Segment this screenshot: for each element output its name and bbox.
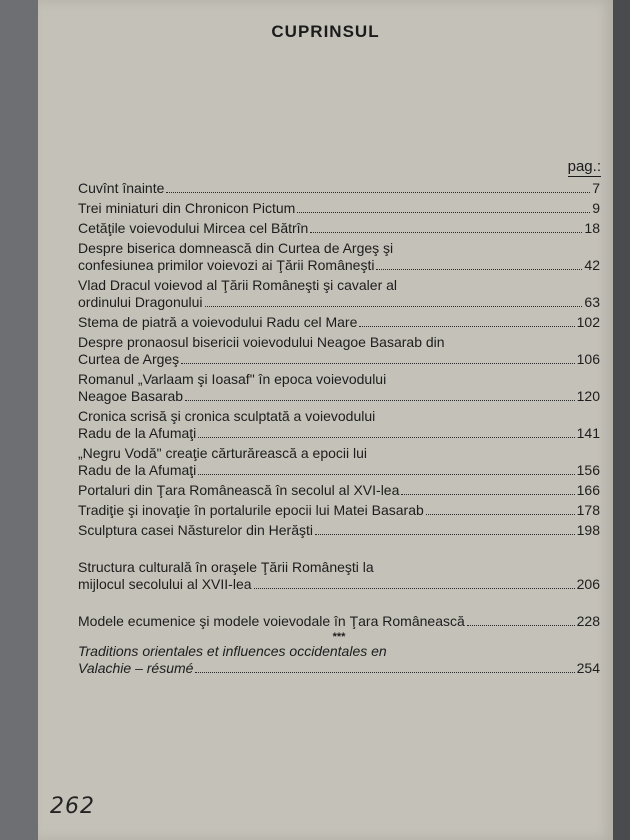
toc-entry[interactable] [78,502,600,519]
toc-entry-title: Modele ecumenice şi modele voievodale în Ţara Românească [78,613,465,629]
toc-entry[interactable] [78,522,600,539]
toc-page-number: 63 [584,294,600,310]
toc-page-number: 18 [584,220,600,236]
toc-entry-title: Cuvînt înainte [78,180,165,196]
toc-entry[interactable] [78,445,600,479]
toc-entry[interactable] [78,334,600,368]
toc-entry[interactable] [78,180,600,197]
dot-leader [195,672,574,673]
toc-entry-title: Tradiţie şi inovaţie în portalurile epocii lui Matei Basarab [78,502,424,518]
toc-entry[interactable] [78,482,600,499]
toc-page-number: 106 [576,351,600,367]
toc-page-number: 198 [576,522,600,538]
page-column-header: pag.: [567,158,601,175]
toc-page-number: 228 [576,613,600,629]
dot-leader [254,588,575,589]
toc-entry-title: Trei miniaturi din Chronicon Pictum [78,200,296,216]
toc-entry-title: Neagoe Basarab [78,388,184,404]
dot-leader [315,534,575,535]
toc-entry-title: „Negru Vodă" creaţie cărturărească a epocii lui [78,445,368,461]
dot-leader [467,625,575,626]
toc-page-number: 102 [576,314,600,330]
toc-page-number: 42 [584,257,600,273]
toc-page-number: 7 [592,180,600,196]
dot-leader [198,474,574,475]
toc-page-number: 178 [576,502,600,518]
dot-leader [198,437,574,438]
dot-leader [166,192,590,193]
dot-leader [185,400,575,401]
toc-page-number: 141 [576,425,600,441]
toc-entry-title: Curtea de Argeş [78,351,180,367]
page-edge [613,0,630,840]
toc-entry[interactable] [78,240,600,274]
toc-entry[interactable] [78,277,600,311]
toc-page-number: 206 [576,576,600,592]
toc-page-number: 120 [576,388,600,404]
toc-entry-title: Cronica scrisă şi cronica sculptată a voievodului [78,408,376,424]
toc-page-number: 254 [576,660,600,676]
dot-leader [310,232,582,233]
toc-page-number: 9 [592,200,600,216]
toc-entry-title: Valachie – résumé [78,660,194,676]
toc-entry[interactable] [78,643,600,677]
toc-page-number: 166 [576,482,600,498]
toc-entry[interactable] [78,220,600,237]
dot-leader [205,306,583,307]
dot-leader [297,212,590,213]
toc-entry-title: Stema de piatră a voievodului Radu cel Mare [78,314,358,330]
dot-leader [376,269,582,270]
table-of-contents [78,180,600,677]
toc-entry[interactable] [78,200,600,217]
toc-entry-title: Despre pronaosul bisericii voievodului Neagoe Basarab din [78,334,445,350]
toc-entry-title: Radu de la Afumaţi [78,425,197,441]
toc-entry-title: Portaluri din Ţara Românească în secolul al XVI-lea [78,482,400,498]
toc-entry[interactable] [78,613,600,630]
toc-entry-title: Cetăţile voievodului Mircea cel Bătrîn [78,220,309,236]
toc-entry-title: ordinului Dragonului [78,294,203,310]
dot-leader [426,514,575,515]
toc-entry-title: Traditions orientales et influences occidentales en [78,643,387,659]
toc-entry[interactable] [78,559,600,593]
toc-entry-title: mijlocul secolului al XVII-lea [78,576,252,592]
toc-entry-title: Romanul „Varlaam şi Ioasaf" în epoca voievodului [78,371,387,387]
page-title: CUPRINSUL [271,22,380,41]
dot-leader [401,494,574,495]
section-separator: *** [332,631,346,643]
toc-entry-title: confesiunea primilor voievozi ai Ţării Româneşti [78,257,375,273]
toc-entry-title: Vlad Dracul voievod al Ţării Româneşti şi cavaler al [78,277,398,293]
book-page [38,0,613,840]
toc-entry[interactable] [78,408,600,442]
toc-entry-title: Sculptura casei Năsturelor din Herăşti [78,522,313,538]
handwritten-page-number: 262 [50,794,95,819]
toc-entry-title: Structura culturală în oraşele Ţării Româneşti la [78,559,374,575]
toc-entry[interactable] [78,314,600,331]
toc-page-number: 156 [576,462,600,478]
dot-leader [181,363,574,364]
toc-entry-title: Despre biserica domnească din Curtea de Argeş şi [78,240,394,256]
toc-entry[interactable] [78,371,600,405]
toc-entry-title: Radu de la Afumaţi [78,462,197,478]
dot-leader [359,326,574,327]
